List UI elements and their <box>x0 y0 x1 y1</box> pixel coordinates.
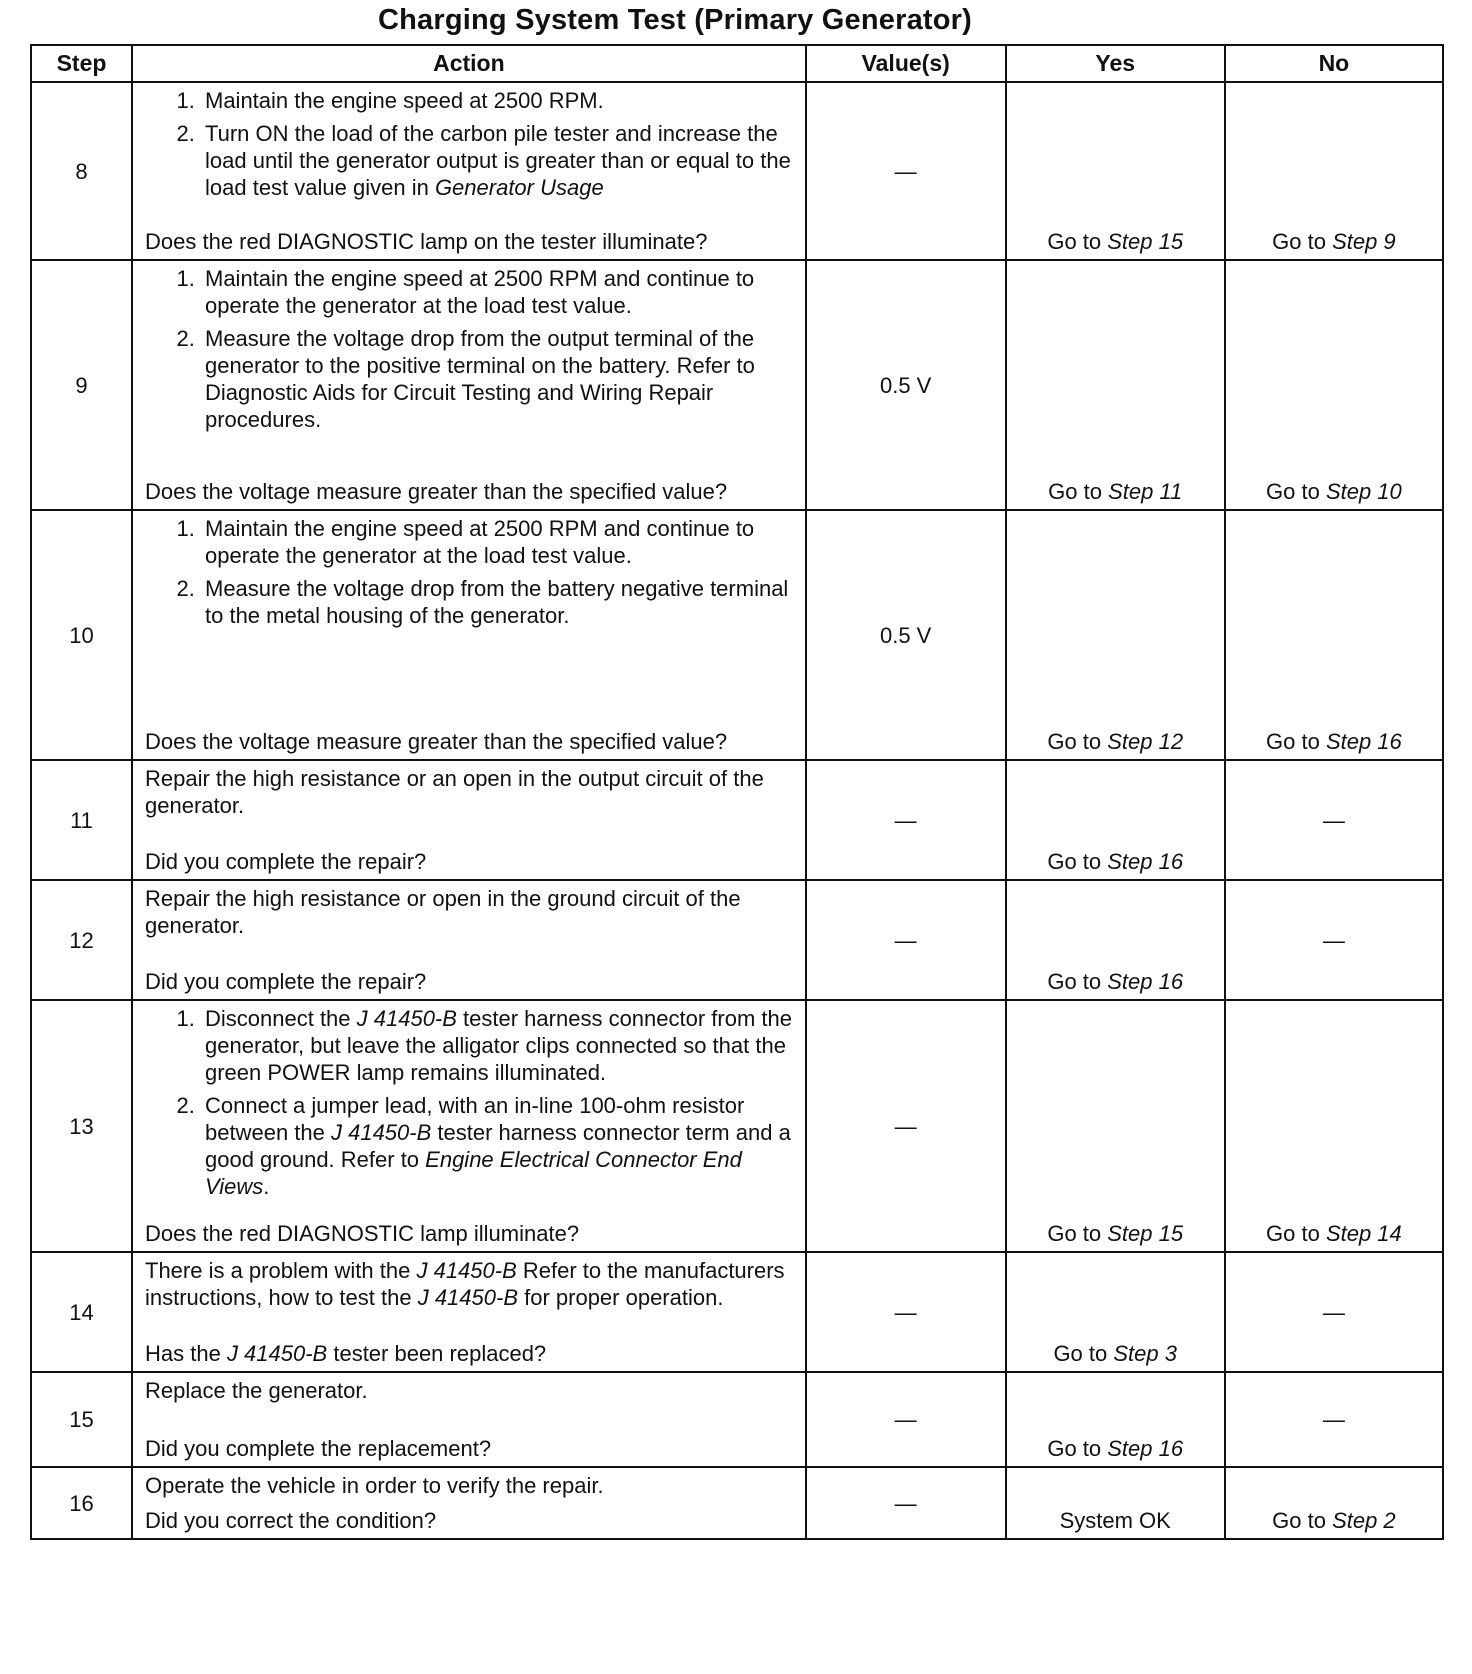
action-question: Did you correct the condition? <box>145 1508 437 1533</box>
value-cell: — <box>806 1252 1006 1372</box>
yes-cell: Go to Step 16 <box>1006 1372 1225 1467</box>
step-reference: Step 14 <box>1325 1221 1402 1246</box>
no-cell: Go to Step 2 <box>1225 1467 1443 1539</box>
value-cell: 0.5 V <box>806 260 1006 510</box>
action-question: Does the red DIAGNOSTIC lamp illuminate? <box>145 1221 580 1246</box>
no-cell: — <box>1225 1372 1443 1467</box>
action-text: There is a problem with the J 41450-B Refer to the manufacturers instructions, how to test the J 41450-B for proper operation. <box>145 1258 785 1310</box>
table-row <box>31 510 1443 760</box>
action-question: Did you complete the replacement? <box>145 1436 492 1461</box>
no-cell: Go to Step 9 <box>1225 82 1443 260</box>
action-cell <box>132 760 806 880</box>
action-cell <box>132 510 806 760</box>
action-question: Did you complete the repair? <box>145 849 427 874</box>
action-question: Does the voltage measure greater than the specified value? <box>145 729 728 754</box>
step-reference: Step 9 <box>1332 229 1396 254</box>
table-row <box>31 260 1443 510</box>
yes-cell: System OK <box>1006 1467 1225 1539</box>
action-list <box>145 265 793 439</box>
reference-term: J 41450-B <box>416 1258 517 1283</box>
header-step: Step <box>31 45 132 82</box>
yes-cell: Go to Step 15 <box>1006 1000 1225 1252</box>
reference-term: J 41450-B <box>330 1120 432 1145</box>
header-action: Action <box>132 45 806 82</box>
action-text: Repair the high resistance or an open in the output circuit of the generator. <box>145 766 764 818</box>
no-cell: — <box>1225 880 1443 1000</box>
reference-term: J 41450-B <box>226 1341 328 1366</box>
value-cell: — <box>806 82 1006 260</box>
step-reference: Step 2 <box>1332 1508 1396 1533</box>
list-item: 2. Measure the voltage drop from the battery negative terminal to the metal housing of the generator. <box>201 575 793 629</box>
no-cell: Go to Step 16 <box>1225 510 1443 760</box>
no-cell: Go to Step 10 <box>1225 260 1443 510</box>
action-cell <box>132 1372 806 1467</box>
action-question: Does the voltage measure greater than the specified value? <box>145 479 728 504</box>
step-number: 16 <box>31 1467 132 1539</box>
step-number: 15 <box>31 1372 132 1467</box>
diagnostic-table <box>30 44 1444 1540</box>
list-item: 1. Maintain the engine speed at 2500 RPM and continue to operate the generator at the load test value. <box>201 265 793 319</box>
step-reference: Step 16 <box>1325 729 1402 754</box>
table-row <box>31 1467 1443 1539</box>
step-reference: Step 16 <box>1107 969 1184 994</box>
value-cell: — <box>806 1372 1006 1467</box>
reference-term: Engine Electrical Connector End Views <box>205 1147 742 1199</box>
action-cell <box>132 1467 806 1539</box>
action-cell <box>132 82 806 260</box>
reference-term: Generator Usage <box>434 175 604 200</box>
yes-cell: Go to Step 12 <box>1006 510 1225 760</box>
action-cell <box>132 260 806 510</box>
list-item: 1. Disconnect the J 41450-B tester harness connector from the generator, but leave the alligator clips connected so that the green POWER lamp remains illuminated. <box>201 1005 793 1086</box>
yes-cell: Go to Step 15 <box>1006 82 1225 260</box>
action-list <box>145 87 793 207</box>
action-text: Replace the generator. <box>145 1378 368 1403</box>
step-number: 8 <box>31 82 132 260</box>
action-text: Repair the high resistance or open in the ground circuit of the generator. <box>145 886 741 938</box>
no-cell: Go to Step 14 <box>1225 1000 1443 1252</box>
step-reference: Step 15 <box>1107 1221 1184 1246</box>
value-cell: — <box>806 880 1006 1000</box>
yes-cell: Go to Step 3 <box>1006 1252 1225 1372</box>
reference-term: J 41450-B <box>417 1285 518 1310</box>
action-question: Has the J 41450-B tester been replaced? <box>145 1341 547 1366</box>
reference-term: J 41450-B <box>356 1006 457 1031</box>
action-text: Operate the vehicle in order to verify the repair. <box>145 1473 604 1498</box>
action-cell <box>132 1000 806 1252</box>
page-title: Charging System Test (Primary Generator) <box>377 4 973 36</box>
table-row <box>31 880 1443 1000</box>
list-item: 1. Maintain the engine speed at 2500 RPM. <box>201 87 793 114</box>
step-number: 9 <box>31 260 132 510</box>
step-number: 13 <box>31 1000 132 1252</box>
list-item: 2. Turn ON the load of the carbon pile tester and increase the load until the generator output is greater than or equal to the load test value given in Generator Usage <box>201 120 793 201</box>
action-list <box>145 515 793 635</box>
step-reference: Step 16 <box>1107 1436 1184 1461</box>
action-cell <box>132 880 806 1000</box>
table-row <box>31 1000 1443 1252</box>
value-cell: 0.5 V <box>806 510 1006 760</box>
no-cell: — <box>1225 1252 1443 1372</box>
step-number: 14 <box>31 1252 132 1372</box>
action-question: Does the red DIAGNOSTIC lamp on the tester illuminate? <box>145 229 708 254</box>
yes-cell: Go to Step 16 <box>1006 880 1225 1000</box>
action-list <box>145 1005 793 1206</box>
header-row <box>31 45 1443 82</box>
header-no: No <box>1225 45 1443 82</box>
action-question: Did you complete the repair? <box>145 969 427 994</box>
step-reference: Step 16 <box>1107 849 1184 874</box>
list-item: 1. Maintain the engine speed at 2500 RPM and continue to operate the generator at the load test value. <box>201 515 793 569</box>
step-reference: Step 3 <box>1113 1341 1177 1366</box>
list-item: 2. Measure the voltage drop from the output terminal of the generator to the positive terminal on the battery. Refer to Diagnostic Aids for Circuit Testing and Wiring Repair procedures. <box>201 325 793 433</box>
value-cell: — <box>806 760 1006 880</box>
step-number: 11 <box>31 760 132 880</box>
step-reference: Step 15 <box>1107 229 1184 254</box>
value-cell: — <box>806 1467 1006 1539</box>
table-row <box>31 1252 1443 1372</box>
no-cell: — <box>1225 760 1443 880</box>
table-row <box>31 1372 1443 1467</box>
table-row <box>31 760 1443 880</box>
step-reference: Step 11 <box>1108 479 1183 504</box>
step-reference: Step 10 <box>1325 479 1402 504</box>
step-number: 12 <box>31 880 132 1000</box>
step-reference: Step 12 <box>1107 729 1184 754</box>
list-item: 2. Connect a jumper lead, with an in-line 100-ohm resistor between the J 41450-B tester harness connector term and a good ground. Refer to Engine Electrical Connector End Views. <box>201 1092 793 1200</box>
table-row <box>31 82 1443 260</box>
header-values: Value(s) <box>806 45 1006 82</box>
value-cell: — <box>806 1000 1006 1252</box>
yes-cell: Go to Step 11 <box>1006 260 1225 510</box>
action-cell <box>132 1252 806 1372</box>
step-number: 10 <box>31 510 132 760</box>
yes-cell: Go to Step 16 <box>1006 760 1225 880</box>
header-yes: Yes <box>1006 45 1225 82</box>
